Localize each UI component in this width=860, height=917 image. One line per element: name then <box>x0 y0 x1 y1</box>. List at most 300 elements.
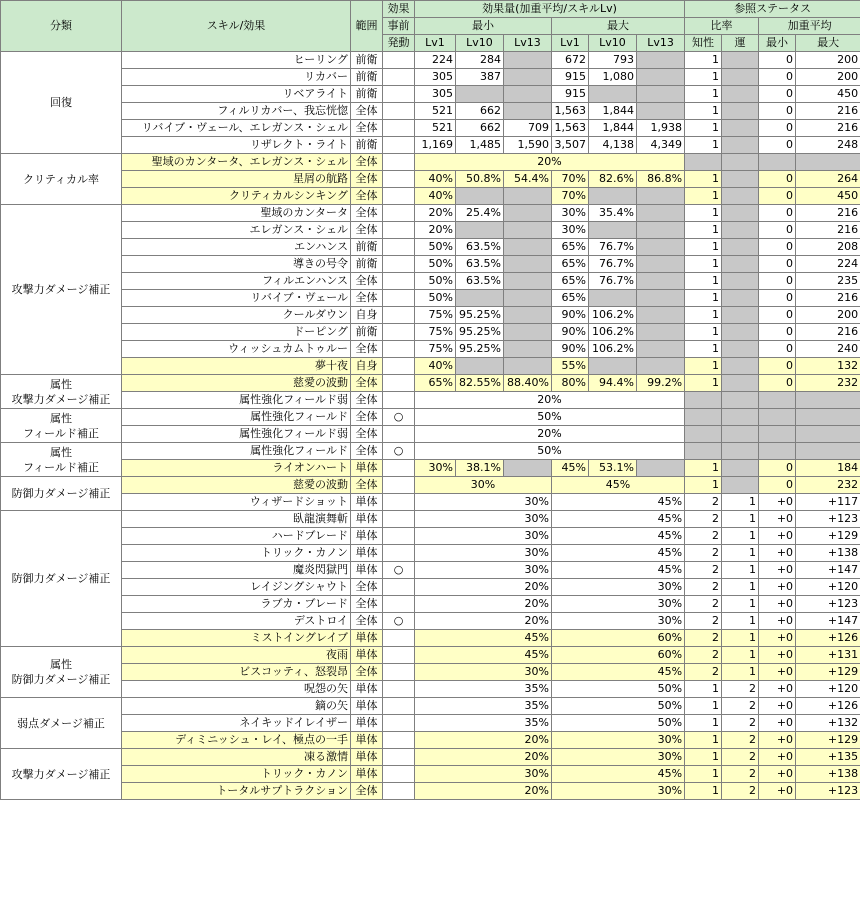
header-min-lv1: Lv1 <box>415 35 456 52</box>
effect-value <box>504 358 552 375</box>
preapply-mark <box>383 188 415 205</box>
table-row <box>1 715 860 732</box>
effect-value: 1,169 <box>415 137 456 154</box>
range: 単体 <box>351 511 383 528</box>
table-row <box>1 239 860 256</box>
effect-value: 45% <box>552 460 589 477</box>
effect-value: 1,938 <box>637 120 685 137</box>
ratio-luck <box>722 222 759 239</box>
weighted-min: 0 <box>759 358 796 375</box>
skill-name: 呪怨の矢 <box>122 681 351 698</box>
skill-name: 属性強化フィールド <box>122 409 351 426</box>
weighted-max: 132 <box>796 358 860 375</box>
preapply-mark <box>383 460 415 477</box>
ratio-luck: 2 <box>722 698 759 715</box>
header-preapply-3: 発動 <box>383 35 415 52</box>
skill-name: ドーピング <box>122 324 351 341</box>
weighted-min: 0 <box>759 69 796 86</box>
ratio-luck: 1 <box>722 579 759 596</box>
effect-value: 672 <box>552 52 589 69</box>
ratio-int: 1 <box>685 222 722 239</box>
ratio-int: 1 <box>685 273 722 290</box>
ratio-int: 2 <box>685 647 722 664</box>
effect-value: 4,349 <box>637 137 685 154</box>
table-row <box>1 494 860 511</box>
table-row <box>1 290 860 307</box>
skill-name: ウィザードショット <box>122 494 351 511</box>
effect-max: 45% <box>552 511 685 528</box>
effect-value: 55% <box>552 358 589 375</box>
notes <box>0 800 860 810</box>
weighted-min: 0 <box>759 375 796 392</box>
table-row <box>1 443 860 460</box>
range: 全体 <box>351 273 383 290</box>
ratio-luck <box>722 69 759 86</box>
ratio-int <box>685 392 722 409</box>
weighted-min: +0 <box>759 732 796 749</box>
range: 全体 <box>351 341 383 358</box>
effect-max: 50% <box>552 681 685 698</box>
ratio-luck: 1 <box>722 528 759 545</box>
skill-name: リバイブ・ヴェール <box>122 290 351 307</box>
effect-value: 80% <box>552 375 589 392</box>
weighted-max: +117 <box>796 494 860 511</box>
preapply-mark <box>383 392 415 409</box>
effect-max: 45% <box>552 477 685 494</box>
effect-value <box>637 324 685 341</box>
ratio-int: 1 <box>685 715 722 732</box>
category-label: 属性 防御力ダメージ補正 <box>1 647 122 698</box>
range: 全体 <box>351 409 383 426</box>
weighted-max: +120 <box>796 579 860 596</box>
ratio-int: 1 <box>685 307 722 324</box>
skill-name: リベアライト <box>122 86 351 103</box>
effect-value <box>637 222 685 239</box>
range: 前衛 <box>351 324 383 341</box>
effect-value <box>504 188 552 205</box>
ratio-int: 1 <box>685 375 722 392</box>
preapply-mark <box>383 630 415 647</box>
effect-value: 94.4% <box>589 375 637 392</box>
effect-value <box>589 188 637 205</box>
category-label: 弱点ダメージ補正 <box>1 698 122 749</box>
ratio-luck <box>722 239 759 256</box>
header-weighted: 加重平均 <box>759 18 860 35</box>
effect-value: 54.4% <box>504 171 552 188</box>
effect-value: 387 <box>456 69 504 86</box>
skill-name: 慈愛の波動 <box>122 375 351 392</box>
preapply-mark <box>383 477 415 494</box>
weighted-max: 235 <box>796 273 860 290</box>
preapply-mark <box>383 375 415 392</box>
preapply-mark <box>383 528 415 545</box>
effect-value: 65% <box>552 273 589 290</box>
weighted-min: 0 <box>759 477 796 494</box>
ratio-int: 1 <box>685 681 722 698</box>
weighted-min: 0 <box>759 137 796 154</box>
weighted-min: +0 <box>759 613 796 630</box>
effect-value: 1,563 <box>552 103 589 120</box>
skill-name: ライオンハート <box>122 460 351 477</box>
effect-min: 20% <box>415 613 552 630</box>
effect-value: 20% <box>415 222 456 239</box>
effect-min: 35% <box>415 698 552 715</box>
header-wmax: 最大 <box>796 35 860 52</box>
range: 単体 <box>351 715 383 732</box>
range: 全体 <box>351 188 383 205</box>
effect-value: 1,844 <box>589 120 637 137</box>
ratio-luck <box>722 460 759 477</box>
effect-value <box>637 358 685 375</box>
effect-min: 30% <box>415 528 552 545</box>
effect-value: 106.2% <box>589 341 637 358</box>
weighted-min <box>759 426 796 443</box>
effect-value <box>637 103 685 120</box>
skill-name: ビスコッティ、怒裂昂 <box>122 664 351 681</box>
table-row <box>1 409 860 426</box>
table-row <box>1 392 860 409</box>
skill-name: 夜雨 <box>122 647 351 664</box>
header-ratio: 比率 <box>685 18 759 35</box>
ratio-luck: 1 <box>722 545 759 562</box>
effect-value <box>504 273 552 290</box>
preapply-mark <box>383 358 415 375</box>
weighted-min: +0 <box>759 681 796 698</box>
preapply-mark <box>383 783 415 800</box>
effect-min: 30% <box>415 766 552 783</box>
effect-value <box>637 188 685 205</box>
weighted-max: 216 <box>796 324 860 341</box>
range: 全体 <box>351 103 383 120</box>
effect-value: 305 <box>415 69 456 86</box>
effect-value <box>504 307 552 324</box>
ratio-int <box>685 409 722 426</box>
weighted-max <box>796 392 860 409</box>
effect-value: 38.1% <box>456 460 504 477</box>
weighted-min <box>759 443 796 460</box>
effect-value: 662 <box>456 103 504 120</box>
range: 全体 <box>351 579 383 596</box>
table-row <box>1 511 860 528</box>
effect-value <box>637 86 685 103</box>
table-row <box>1 528 860 545</box>
skill-name: 臥龍演舞斬 <box>122 511 351 528</box>
range: 全体 <box>351 613 383 630</box>
header-int: 知性 <box>685 35 722 52</box>
skill-name: フィルリカバー、我忘恍惚 <box>122 103 351 120</box>
effect-value: 25.4% <box>456 205 504 222</box>
preapply-mark <box>383 596 415 613</box>
preapply-mark <box>383 341 415 358</box>
skill-name: レイジングシャウト <box>122 579 351 596</box>
ratio-luck <box>722 273 759 290</box>
effect-min: 20% <box>415 749 552 766</box>
ratio-int: 1 <box>685 358 722 375</box>
range: 単体 <box>351 460 383 477</box>
effect-value: 40% <box>415 358 456 375</box>
preapply-mark <box>383 766 415 783</box>
weighted-max: +132 <box>796 715 860 732</box>
range: 単体 <box>351 732 383 749</box>
table-row <box>1 137 860 154</box>
weighted-min: 0 <box>759 86 796 103</box>
header-ref: 参照ステータス <box>685 1 860 18</box>
ratio-int: 1 <box>685 137 722 154</box>
header-preapply-2: 事前 <box>383 18 415 35</box>
weighted-max: +131 <box>796 647 860 664</box>
table-row <box>1 120 860 137</box>
weighted-max: +123 <box>796 511 860 528</box>
ratio-luck <box>722 307 759 324</box>
range: 前衛 <box>351 69 383 86</box>
effect-value: 76.7% <box>589 256 637 273</box>
table-row <box>1 273 860 290</box>
ratio-luck <box>722 103 759 120</box>
effect-value: 106.2% <box>589 307 637 324</box>
weighted-max: 216 <box>796 222 860 239</box>
table-row <box>1 630 860 647</box>
preapply-mark <box>383 86 415 103</box>
effect-value <box>456 188 504 205</box>
ratio-luck <box>722 137 759 154</box>
table-row <box>1 766 860 783</box>
range: 全体 <box>351 205 383 222</box>
effect-value <box>504 205 552 222</box>
weighted-min: +0 <box>759 766 796 783</box>
ratio-luck: 1 <box>722 494 759 511</box>
preapply-mark <box>383 545 415 562</box>
effect-value: 284 <box>456 52 504 69</box>
ratio-luck <box>722 154 759 171</box>
effect-value: 30% <box>552 222 589 239</box>
weighted-min: +0 <box>759 749 796 766</box>
weighted-min: 0 <box>759 205 796 222</box>
skill-name: トリック・カノン <box>122 545 351 562</box>
ratio-luck: 1 <box>722 562 759 579</box>
preapply-mark <box>383 494 415 511</box>
skill-name: ネイキッドイレイザー <box>122 715 351 732</box>
effect-value <box>504 460 552 477</box>
header-range: 範囲 <box>351 1 383 52</box>
ratio-luck: 1 <box>722 596 759 613</box>
weighted-max: 248 <box>796 137 860 154</box>
range: 全体 <box>351 290 383 307</box>
range: 前衛 <box>351 52 383 69</box>
table-row <box>1 205 860 222</box>
effect-max: 45% <box>552 664 685 681</box>
effect-max: 30% <box>552 613 685 630</box>
range: 単体 <box>351 528 383 545</box>
skill-name: 鏑の矢 <box>122 698 351 715</box>
table-row <box>1 460 860 477</box>
range: 単体 <box>351 545 383 562</box>
effect-value: 915 <box>552 69 589 86</box>
effect-value: 20% <box>415 392 685 409</box>
skill-name: リカバー <box>122 69 351 86</box>
range: 全体 <box>351 426 383 443</box>
table-row <box>1 69 860 86</box>
range: 全体 <box>351 171 383 188</box>
effect-value: 86.8% <box>637 171 685 188</box>
effect-max: 50% <box>552 715 685 732</box>
ratio-luck <box>722 120 759 137</box>
table-row <box>1 256 860 273</box>
effect-max: 60% <box>552 647 685 664</box>
ratio-luck <box>722 205 759 222</box>
range: 全体 <box>351 392 383 409</box>
effect-value: 82.55% <box>456 375 504 392</box>
effect-max: 30% <box>552 749 685 766</box>
preapply-mark <box>383 103 415 120</box>
range: 自身 <box>351 358 383 375</box>
effect-value <box>589 290 637 307</box>
skill-name: エレガンス・シェル <box>122 222 351 239</box>
effect-value <box>456 290 504 307</box>
effect-value: 75% <box>415 341 456 358</box>
ratio-int: 1 <box>685 324 722 341</box>
category-label: 攻撃力ダメージ補正 <box>1 205 122 375</box>
effect-value: 63.5% <box>456 239 504 256</box>
range: 単体 <box>351 698 383 715</box>
table-row <box>1 341 860 358</box>
weighted-max: 200 <box>796 52 860 69</box>
weighted-max: +135 <box>796 749 860 766</box>
weighted-max <box>796 426 860 443</box>
preapply-mark <box>383 239 415 256</box>
ratio-int: 1 <box>685 86 722 103</box>
range: 前衛 <box>351 137 383 154</box>
ratio-int: 1 <box>685 239 722 256</box>
preapply-mark: ○ <box>383 613 415 630</box>
weighted-min: 0 <box>759 290 796 307</box>
range: 単体 <box>351 749 383 766</box>
weighted-min: 0 <box>759 171 796 188</box>
table-row <box>1 171 860 188</box>
category-label: 防御力ダメージ補正 <box>1 511 122 647</box>
preapply-mark: ○ <box>383 409 415 426</box>
effect-value: 106.2% <box>589 324 637 341</box>
effect-value: 90% <box>552 324 589 341</box>
weighted-min: 0 <box>759 273 796 290</box>
effect-value: 70% <box>552 188 589 205</box>
ratio-int: 1 <box>685 256 722 273</box>
range: 自身 <box>351 307 383 324</box>
header-max-lv1: Lv1 <box>552 35 589 52</box>
weighted-max: 216 <box>796 103 860 120</box>
ratio-luck <box>722 52 759 69</box>
skill-name: 属性強化フィールド弱 <box>122 392 351 409</box>
effect-min: 30% <box>415 545 552 562</box>
table-row <box>1 324 860 341</box>
weighted-max: 216 <box>796 205 860 222</box>
ratio-luck <box>722 443 759 460</box>
table-row <box>1 307 860 324</box>
weighted-min: +0 <box>759 647 796 664</box>
effect-min: 35% <box>415 681 552 698</box>
skill-name: リバイブ・ヴェール、エレガンス・シェル <box>122 120 351 137</box>
preapply-mark: ○ <box>383 443 415 460</box>
preapply-mark <box>383 511 415 528</box>
skill-name: デストロイ <box>122 613 351 630</box>
category-label: 回復 <box>1 52 122 154</box>
ratio-luck <box>722 358 759 375</box>
effect-max: 45% <box>552 766 685 783</box>
effect-value: 20% <box>415 426 685 443</box>
skill-name: 凍る激情 <box>122 749 351 766</box>
effect-value <box>637 460 685 477</box>
table-row <box>1 698 860 715</box>
effect-value: 50% <box>415 256 456 273</box>
skill-name: 慈愛の波動 <box>122 477 351 494</box>
skill-name: ディミニッシュ・レイ、極点の一手 <box>122 732 351 749</box>
effect-max: 30% <box>552 579 685 596</box>
table-row <box>1 613 860 630</box>
range: 全体 <box>351 783 383 800</box>
ratio-luck: 1 <box>722 613 759 630</box>
category-label: 攻撃力ダメージ補正 <box>1 749 122 800</box>
effect-value <box>456 358 504 375</box>
weighted-max: 232 <box>796 375 860 392</box>
ratio-luck <box>722 392 759 409</box>
ratio-int: 1 <box>685 290 722 307</box>
range: 単体 <box>351 647 383 664</box>
weighted-min: 0 <box>759 460 796 477</box>
effect-value: 30% <box>552 205 589 222</box>
table-row <box>1 783 860 800</box>
effect-min: 30% <box>415 511 552 528</box>
effect-max: 60% <box>552 630 685 647</box>
effect-value <box>637 256 685 273</box>
range: 全体 <box>351 477 383 494</box>
ratio-int: 2 <box>685 562 722 579</box>
effect-value <box>637 205 685 222</box>
skill-name: クリティカルシンキング <box>122 188 351 205</box>
effect-value <box>504 341 552 358</box>
header-category: 分類 <box>1 1 122 52</box>
effect-min: 30% <box>415 494 552 511</box>
ratio-luck <box>722 188 759 205</box>
ratio-int: 1 <box>685 749 722 766</box>
table-row <box>1 103 860 120</box>
effect-value: 95.25% <box>456 307 504 324</box>
skill-name: 聖域のカンタータ、エレガンス・シェル <box>122 154 351 171</box>
preapply-mark <box>383 290 415 307</box>
effect-value: 88.40% <box>504 375 552 392</box>
category-label: 防御力ダメージ補正 <box>1 477 122 511</box>
effect-value: 20% <box>415 205 456 222</box>
weighted-min: +0 <box>759 664 796 681</box>
effect-value: 40% <box>415 171 456 188</box>
ratio-int: 2 <box>685 613 722 630</box>
effect-value: 65% <box>552 239 589 256</box>
weighted-max: +147 <box>796 562 860 579</box>
table-row <box>1 596 860 613</box>
table-row <box>1 545 860 562</box>
effect-max: 45% <box>552 562 685 579</box>
ratio-luck <box>722 426 759 443</box>
effect-value: 3,507 <box>552 137 589 154</box>
skill-name: フィルエンハンス <box>122 273 351 290</box>
effect-max: 45% <box>552 528 685 545</box>
ratio-int: 1 <box>685 460 722 477</box>
skill-name: ラブカ・ブレード <box>122 596 351 613</box>
effect-value: 1,844 <box>589 103 637 120</box>
effect-max: 30% <box>552 732 685 749</box>
effect-value <box>637 341 685 358</box>
effect-value <box>589 222 637 239</box>
weighted-min: 0 <box>759 120 796 137</box>
ratio-int: 2 <box>685 664 722 681</box>
